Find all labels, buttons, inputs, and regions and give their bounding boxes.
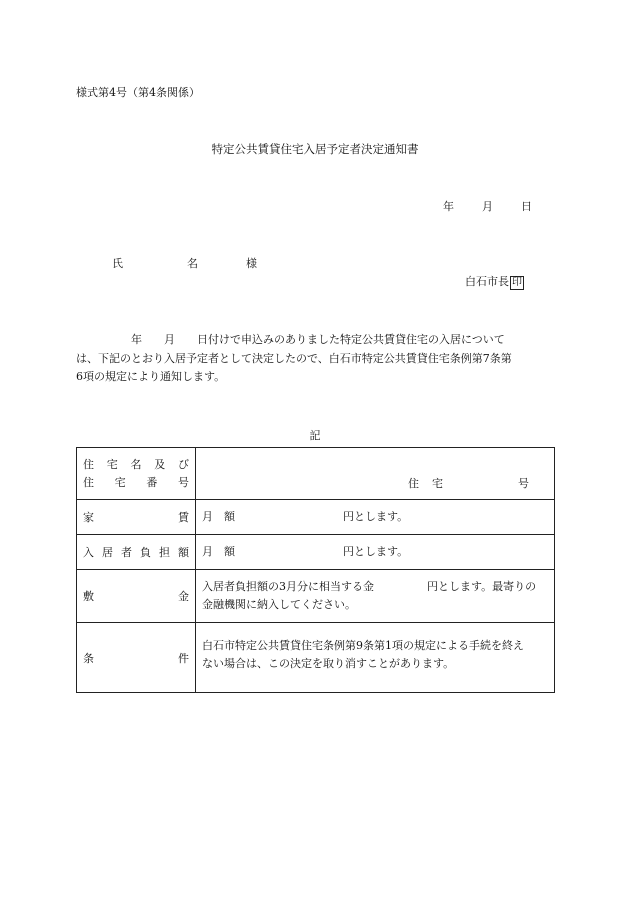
label-char: 額: [178, 546, 189, 559]
label-char: び: [178, 457, 189, 471]
value-deposit-line1a: 入居者負担額の3月分に相当する金: [202, 580, 374, 593]
document-title: 特定公共賃貸住宅入居予定者決定通知書: [211, 142, 419, 156]
ki-heading: 記: [309, 429, 321, 442]
details-table: [76, 447, 555, 693]
label-char: 宅: [114, 475, 126, 489]
date-year: 年: [443, 200, 454, 213]
value-tenant-charge: [196, 535, 555, 570]
value-housing: [196, 448, 555, 500]
value-rent-yen: 円とします。: [343, 510, 409, 523]
row-deposit: [77, 570, 555, 623]
label-char: 入: [83, 546, 94, 559]
value-conditions-line1: 白石市特定公共賃貸住宅条例第9条第1項の規定による手続を終え: [202, 639, 524, 652]
recipient-line: [112, 255, 257, 271]
label-housing: [77, 448, 196, 500]
row-rent: [77, 500, 555, 535]
value-tenant-charge-yen: 円とします。: [343, 545, 409, 558]
label-char: 担: [159, 546, 170, 559]
label-char: 番: [146, 475, 158, 489]
seal-mark: 印: [512, 277, 522, 288]
label-conditions: [77, 623, 196, 693]
date-day: 日: [521, 200, 532, 213]
date-month: 月: [482, 200, 493, 213]
form-number: 様式第4号（第4条関係）: [76, 86, 200, 99]
row-conditions: [77, 623, 555, 693]
label-housing-line2: [77, 474, 195, 492]
issuer-name: 白石市長: [465, 275, 509, 288]
recipient-name-label-a: 氏: [112, 257, 123, 270]
notice-body-line: は、下記のとおり入居予定者として決定したので、白石市特定公共賃貸住宅条例第7条第: [76, 351, 512, 365]
value-housing-a: 住: [408, 477, 419, 490]
label-char: 金: [178, 590, 189, 603]
notice-body-line: 年 月 日付けで申込みのありました特定公共賃貸住宅の入居について: [76, 333, 505, 346]
row-tenant-charge: [77, 535, 555, 570]
value-deposit-line2: 金融機関に納入してください。: [202, 598, 356, 611]
row-housing: [77, 448, 555, 500]
value-housing-c: 号: [518, 477, 529, 490]
label-housing-line1: [77, 456, 195, 474]
label-char: 居: [102, 546, 113, 559]
label-char: 宅: [106, 457, 118, 471]
value-conditions: [196, 623, 555, 693]
value-rent: [196, 500, 555, 535]
label-char: 名: [130, 457, 142, 471]
value-housing-b: 宅: [432, 477, 443, 490]
label-char: 賃: [178, 511, 189, 524]
label-deposit: [77, 570, 196, 623]
label-char: 条: [83, 651, 94, 665]
label-rent: [77, 500, 196, 535]
label-char: 家: [83, 511, 94, 524]
notice-body: [76, 331, 554, 387]
label-char: 者: [121, 546, 132, 559]
value-deposit-line1b: 円とします。最寄りの: [427, 580, 537, 593]
issuer: [465, 273, 524, 290]
date-line: [443, 198, 532, 214]
label-char: 号: [177, 475, 189, 489]
value-rent-monthly: 月 額: [202, 510, 235, 523]
notice-body-line: 6項の規定により通知します。: [76, 370, 226, 383]
recipient-name-label-b: 名: [187, 257, 198, 270]
recipient-honorific: 様: [246, 257, 257, 270]
label-char: 及: [154, 457, 166, 471]
label-char: 住: [83, 457, 94, 471]
value-tenant-charge-monthly: 月 額: [202, 545, 235, 558]
label-char: 敷: [83, 590, 94, 603]
value-deposit: [196, 570, 555, 623]
label-tenant-charge: [77, 535, 196, 570]
value-conditions-line2: ない場合は、この決定を取り消すことがあります。: [202, 657, 455, 670]
label-char: 件: [178, 651, 189, 665]
label-char: 負: [140, 546, 151, 559]
label-char: 住: [83, 475, 94, 489]
